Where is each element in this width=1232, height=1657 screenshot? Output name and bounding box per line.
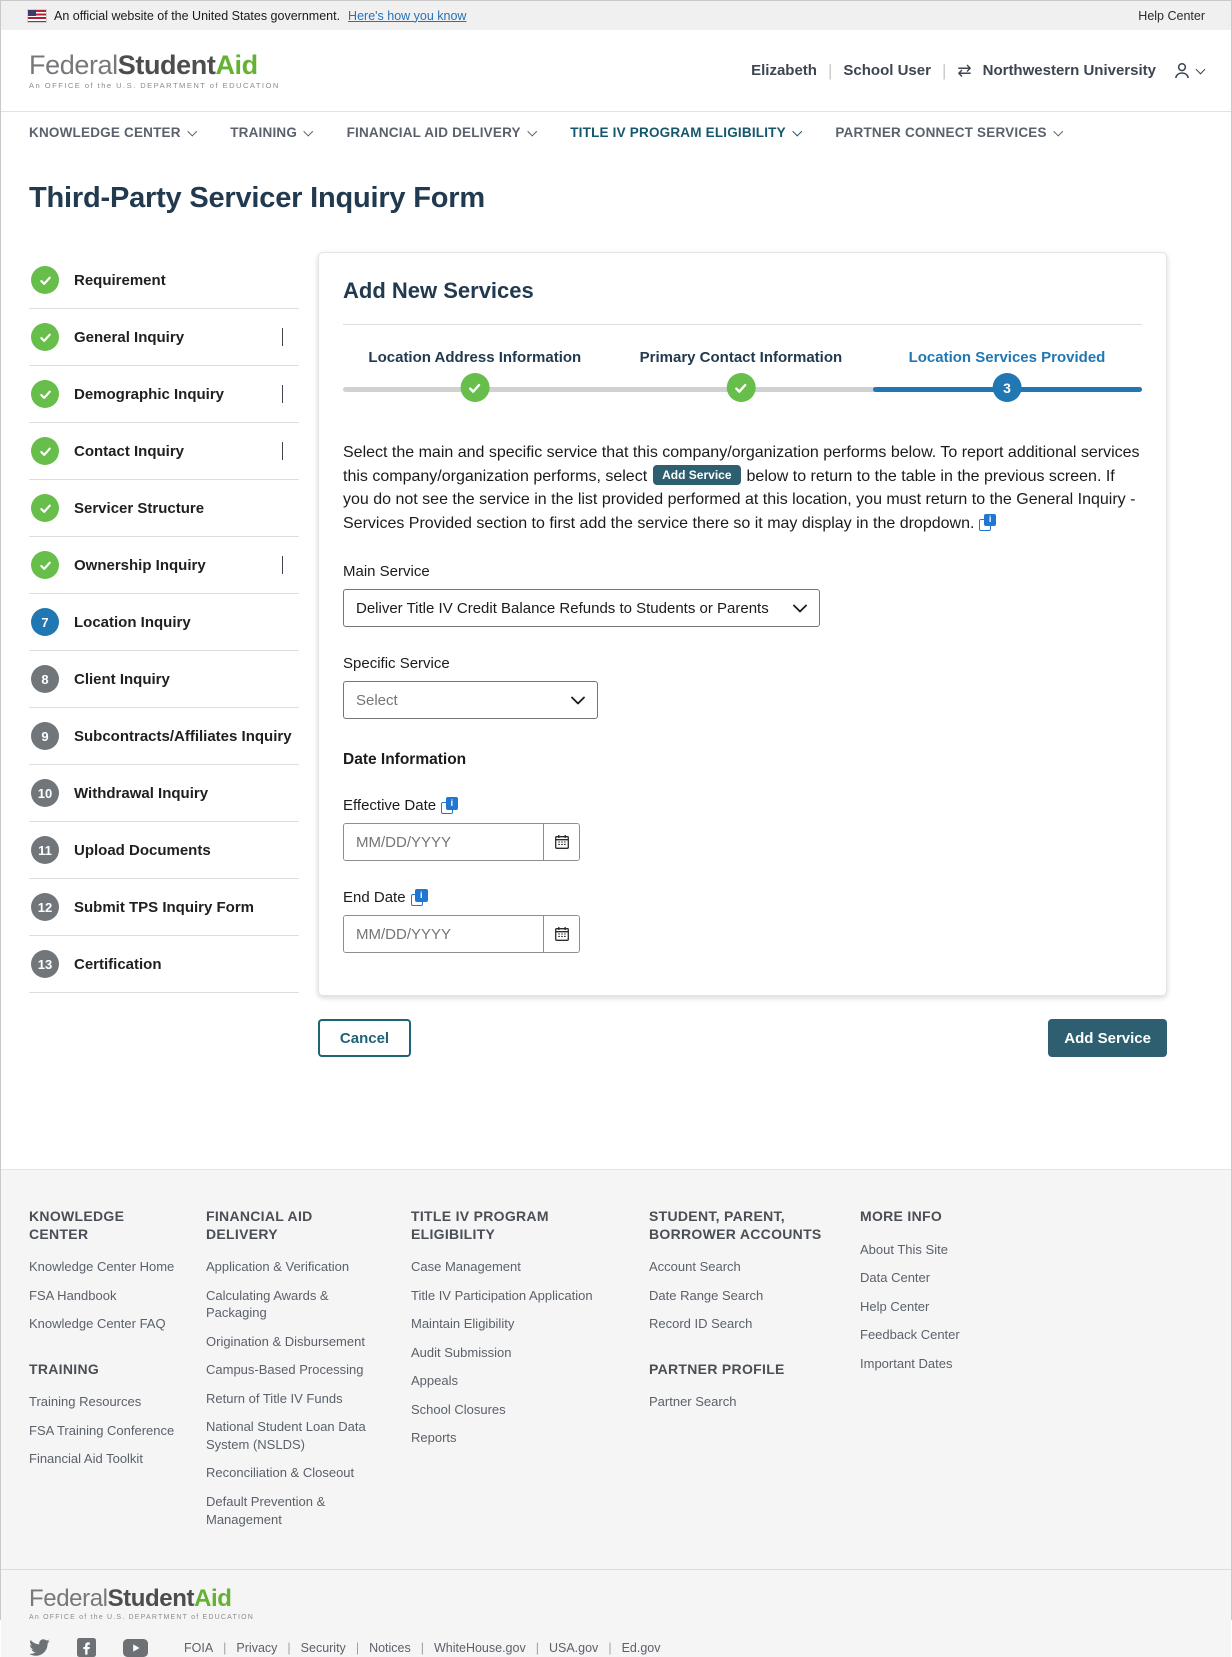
logo-word-aid: Aid — [215, 49, 258, 80]
chevron-down-icon — [282, 328, 283, 346]
footer-link[interactable]: Account Search — [649, 1259, 741, 1275]
specific-service-label: Specific Service — [343, 655, 450, 673]
user-area — [751, 60, 1204, 82]
step-number-badge: 7 — [31, 608, 59, 636]
steps-sidebar — [29, 252, 299, 993]
logo-word-student: Student — [117, 49, 216, 80]
chevron-down-icon — [792, 126, 801, 135]
footer-link[interactable]: Maintain Eligibility — [411, 1316, 515, 1332]
check-icon — [31, 380, 59, 408]
fsa-logo-footer: FederalStudentAid An OFFICE of the U.S. DEPARTMENT of EDUCATION — [29, 1585, 255, 1622]
specific-service-placeholder: Select — [356, 691, 398, 709]
footer-bottom — [1, 1569, 1231, 1657]
nav-title-iv-program-eligibility[interactable]: TITLE IV PROGRAM ELIGIBILITY — [570, 125, 800, 140]
footer-link[interactable]: Calculating Awards & Packaging — [206, 1287, 329, 1321]
person-icon — [1171, 60, 1193, 82]
footer-link[interactable]: Application & Verification — [206, 1259, 350, 1275]
sidebar-item-withdrawal-inquiry[interactable]: 10 Withdrawal Inquiry — [29, 765, 299, 822]
main-nav — [1, 112, 1231, 153]
calendar-icon — [554, 834, 570, 850]
info-icon[interactable]: i — [441, 797, 458, 814]
logo-word-federal: Federal — [29, 49, 118, 80]
footer-link[interactable]: Knowledge Center Home — [29, 1259, 175, 1275]
instructions-text: Select the main and specific service that this company/organization performs below. To report additional services this company/organization performs, select Add Service below to return to the table in the previous screen. If you do not see the service in the list provided performed at this location, you must return to the General Inquiry - Services Provided section to first add the service there so it may display in the dropdown. i — [343, 444, 1140, 532]
main-service-value: Deliver Title IV Credit Balance Refunds to Students or Parents — [356, 599, 769, 617]
sidebar-item-ownership-inquiry[interactable]: Ownership Inquiry — [29, 537, 299, 594]
footer-col-student-parent-borrower-accounts — [649, 1208, 860, 1539]
chevron-down-icon — [187, 126, 196, 135]
nav-knowledge-center[interactable]: KNOWLEDGE CENTER — [29, 125, 195, 140]
add-new-services-card — [318, 252, 1167, 996]
logo-tagline: An OFFICE of the U.S. DEPARTMENT of EDUCATION — [29, 80, 280, 90]
end-date-calendar-button[interactable] — [543, 916, 579, 952]
sidebar-item-general-inquiry[interactable]: General Inquiry — [29, 309, 299, 366]
twitter-icon[interactable] — [29, 1639, 50, 1656]
effective-date-input[interactable] — [344, 824, 543, 860]
sidebar-item-certification[interactable]: 13 Certification — [29, 936, 299, 993]
step-number-badge: 10 — [31, 779, 59, 807]
fsa-logo[interactable] — [29, 49, 280, 90]
footer-link[interactable]: Title IV Participation Application — [411, 1287, 593, 1303]
calendar-icon — [554, 926, 570, 942]
main-service-select[interactable] — [343, 589, 820, 627]
sidebar-item-client-inquiry[interactable]: 8 Client Inquiry — [29, 651, 299, 708]
footer-link-columns — [1, 1170, 1231, 1569]
chevron-down-icon — [1196, 64, 1206, 74]
check-icon — [726, 373, 755, 402]
separator: | — [941, 60, 947, 80]
step-number-badge: 8 — [31, 665, 59, 693]
main-column — [318, 252, 1167, 1057]
footer-heading: PARTNER PROFILE — [649, 1360, 785, 1377]
footer-link[interactable]: Training Resources — [29, 1394, 142, 1410]
footer-link[interactable]: About This Site — [860, 1241, 948, 1257]
effective-date-calendar-button[interactable] — [543, 824, 579, 860]
footer-link[interactable]: School Closures — [411, 1401, 506, 1417]
sidebar-item-location-inquiry[interactable]: 7 Location Inquiry — [29, 594, 299, 651]
sidebar-item-subcontracts-affiliates-inquiry[interactable]: 9 Subcontracts/Affiliates Inquiry — [29, 708, 299, 765]
check-icon — [31, 323, 59, 351]
footer-link[interactable]: Date Range Search — [649, 1287, 764, 1303]
footer-link[interactable]: Record ID Search — [649, 1316, 753, 1332]
step-location-address-information[interactable]: Location Address Information — [368, 349, 581, 402]
footer-link[interactable]: Financial Aid Toolkit — [29, 1451, 143, 1467]
account-menu-button[interactable] — [1171, 60, 1204, 82]
cancel-button[interactable]: Cancel — [318, 1019, 411, 1057]
footer-link[interactable]: Return of Title IV Funds — [206, 1390, 343, 1406]
card-title: Add New Services — [343, 278, 534, 303]
nav-training[interactable]: TRAINING — [230, 125, 311, 140]
footer-heading: TITLE IV PROGRAM ELIGIBILITY — [411, 1208, 549, 1242]
footer-col-more-info — [860, 1208, 1203, 1539]
step-number-badge: 3 — [992, 373, 1021, 402]
date-information-heading: Date Information — [343, 751, 467, 769]
legal-link-foia[interactable]: FOIA — [184, 1640, 214, 1655]
effective-date-group — [343, 823, 580, 861]
chevron-down-icon — [282, 556, 283, 574]
legal-links: FOIA | Privacy | Security | Notices | WhiteHouse.gov | USA.gov | Ed.gov — [184, 1640, 661, 1655]
check-icon — [31, 494, 59, 522]
sidebar-item-servicer-structure[interactable]: Servicer Structure — [29, 480, 299, 537]
info-icon[interactable]: i — [411, 889, 428, 906]
check-icon — [31, 266, 59, 294]
check-icon — [31, 551, 59, 579]
chevron-down-icon — [1053, 126, 1062, 135]
footer-link[interactable]: Audit Submission — [411, 1344, 512, 1360]
legal-link-security[interactable]: Security — [300, 1640, 346, 1655]
specific-service-select[interactable] — [343, 681, 598, 719]
footer-col-knowledge-center — [29, 1208, 206, 1539]
gov-banner-text: An official website of the United States government. — [54, 8, 341, 23]
footer-link[interactable]: Default Prevention & Management — [206, 1493, 326, 1527]
info-icon[interactable]: i — [979, 514, 996, 531]
card-stepper — [343, 335, 1142, 413]
footer-col-financial-aid-delivery — [206, 1208, 411, 1539]
youtube-icon[interactable] — [123, 1639, 148, 1657]
check-icon — [460, 373, 489, 402]
end-date-input[interactable] — [344, 916, 543, 952]
chevron-down-icon — [282, 442, 283, 460]
legal-link-privacy[interactable]: Privacy — [236, 1640, 278, 1655]
facebook-icon[interactable] — [77, 1638, 96, 1657]
add-service-chip: Add Service — [653, 465, 740, 485]
step-number-badge: 12 — [31, 893, 59, 921]
footer-link[interactable]: Case Management — [411, 1259, 521, 1275]
divider — [343, 324, 1142, 325]
gov-banner — [1, 1, 1231, 30]
social-icons — [29, 1638, 148, 1657]
footer-link[interactable]: Knowledge Center FAQ — [29, 1316, 166, 1332]
chevron-down-icon — [793, 604, 807, 613]
footer-link[interactable]: Reconciliation & Closeout — [206, 1465, 355, 1481]
footer-link[interactable]: Important Dates — [860, 1355, 953, 1371]
end-date-label: End Date i — [343, 889, 1142, 906]
site-header — [1, 30, 1231, 112]
step-location-services-provided[interactable]: Location Services Provided 3 — [909, 349, 1106, 402]
step-primary-contact-information[interactable]: Primary Contact Information — [640, 349, 843, 402]
main-service-label: Main Service — [343, 563, 430, 581]
legal-link-ed-gov[interactable]: Ed.gov — [621, 1640, 661, 1655]
footer-link[interactable]: Feedback Center — [860, 1327, 960, 1343]
footer-heading: MORE INFO — [860, 1208, 943, 1225]
footer-link[interactable]: FSA Handbook — [29, 1287, 117, 1303]
legal-link-usa-gov[interactable]: USA.gov — [548, 1640, 599, 1655]
legal-link-notices[interactable]: Notices — [369, 1640, 411, 1655]
chevron-down-icon — [571, 696, 585, 705]
footer-col-title-iv-program-eligibility — [411, 1208, 649, 1539]
sidebar-item-submit-tps-inquiry-form[interactable]: 12 Submit TPS Inquiry Form — [29, 879, 299, 936]
footer-bottom-row — [29, 1638, 1203, 1657]
us-flag-icon — [28, 10, 46, 22]
footer-heading: FINANCIAL AID DELIVERY — [206, 1208, 313, 1242]
footer-heading: STUDENT, PARENT, BORROWER ACCOUNTS — [649, 1208, 822, 1242]
site-footer — [1, 1169, 1231, 1657]
end-date-group — [343, 915, 580, 953]
footer-heading: TRAINING — [29, 1360, 100, 1377]
help-center-link[interactable]: Help Center — [1138, 8, 1205, 23]
page-title: Third-Party Servicer Inquiry Form — [29, 182, 485, 214]
chevron-down-icon — [282, 385, 283, 403]
step-number-badge: 13 — [31, 950, 59, 978]
chevron-down-icon — [304, 126, 313, 135]
user-organization: Northwestern University — [982, 62, 1156, 79]
footer-link[interactable]: Origination & Disbursement — [206, 1333, 365, 1349]
legal-link-whitehouse[interactable]: WhiteHouse.gov — [434, 1640, 526, 1655]
separator: | — [827, 60, 833, 80]
footer-link[interactable]: Appeals — [411, 1373, 458, 1389]
footer-link[interactable]: Reports — [411, 1430, 457, 1446]
step-number-badge: 11 — [31, 836, 59, 864]
heres-how-you-know-link[interactable]: Here's how you know — [348, 8, 467, 23]
footer-link[interactable]: FSA Training Conference — [29, 1422, 175, 1438]
page-content — [1, 252, 1231, 1057]
footer-link[interactable]: Data Center — [860, 1270, 931, 1286]
sidebar-item-contact-inquiry[interactable]: Contact Inquiry — [29, 423, 299, 480]
footer-link[interactable]: Help Center — [860, 1298, 930, 1314]
sidebar-item-demographic-inquiry[interactable]: Demographic Inquiry — [29, 366, 299, 423]
footer-link[interactable]: Partner Search — [649, 1394, 737, 1410]
effective-date-label: Effective Date i — [343, 797, 1142, 814]
step-number-badge: 9 — [31, 722, 59, 750]
footer-heading: KNOWLEDGE CENTER — [29, 1208, 125, 1242]
sidebar-item-requirement[interactable]: Requirement — [29, 252, 299, 309]
nav-partner-connect-services[interactable]: PARTNER CONNECT SERVICES — [835, 125, 1061, 140]
form-actions — [318, 1019, 1167, 1057]
user-name: Elizabeth — [751, 62, 817, 79]
sidebar-item-upload-documents[interactable]: 11 Upload Documents — [29, 822, 299, 879]
footer-link[interactable]: National Student Loan Data System (NSLDS) — [206, 1419, 366, 1452]
check-icon — [31, 437, 59, 465]
chevron-down-icon — [527, 126, 536, 135]
switch-organization-icon[interactable]: ⇄ — [957, 60, 972, 80]
add-service-button[interactable]: Add Service — [1048, 1019, 1167, 1057]
footer-link[interactable]: Campus-Based Processing — [206, 1362, 364, 1378]
user-role: School User — [843, 62, 931, 79]
nav-financial-aid-delivery[interactable]: FINANCIAL AID DELIVERY — [347, 125, 536, 140]
